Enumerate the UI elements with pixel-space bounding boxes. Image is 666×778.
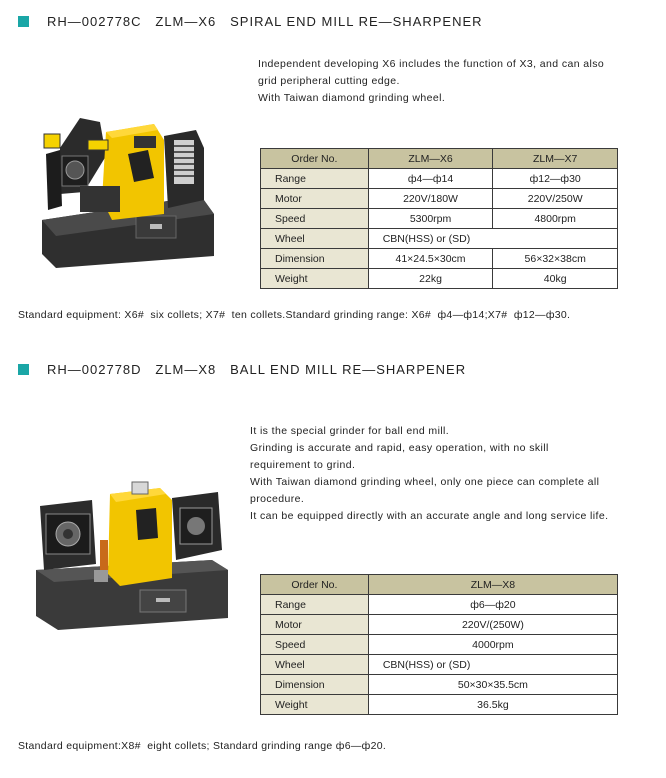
table-header-row: Order No. ZLM—X8	[261, 575, 618, 595]
table-row: Wheel CBN(HSS) or (SD)	[261, 229, 618, 249]
table-row: Speed 5300rpm 4800rpm	[261, 209, 618, 229]
section1-description: Independent developing X6 includes the function of X3, and can also grid peripheral cutting edge. With Taiwan diamond grinding wheel.	[258, 58, 605, 104]
section2-note: Standard equipment:X8# eight collets; Standard grinding range ф6—ф20.	[18, 740, 387, 752]
table-header-row: Order No. ZLM—X6 ZLM—X7	[261, 149, 618, 169]
zlm-x6-machine-image	[36, 96, 216, 271]
section2-spec-table	[260, 574, 618, 715]
table-row: Speed 4000rpm	[261, 635, 618, 655]
table-row: Motor 220V/180W 220V/250W	[261, 189, 618, 209]
table-row: Dimension 41×24.5×30cm 56×32×38cm	[261, 249, 618, 269]
section2-title: RH—002778D ZLM—X8 BALL END MILL RE—SHARPENER	[18, 362, 466, 377]
zlm-x8-machine-image	[32, 478, 232, 638]
section1-spec-table	[260, 148, 618, 289]
table-row: Range ф6—ф20	[261, 595, 618, 615]
table-row: Motor 220V/(250W)	[261, 615, 618, 635]
section-bullet-icon	[18, 16, 29, 27]
table-row: Wheel CBN(HSS) or (SD)	[261, 655, 618, 675]
section-bullet-icon	[18, 364, 29, 375]
table-row: Dimension 50×30×35.5cm	[261, 675, 618, 695]
table-row: Range ф4—ф14 ф12—ф30	[261, 169, 618, 189]
section1-note: Standard equipment: X6# six collets; X7# ten collets.Standard grinding range: X6# ф4—ф14;X7# ф12—ф30.	[18, 309, 571, 321]
section1-title: RH—002778C ZLM—X6 SPIRAL END MILL RE—SHARPENER	[18, 14, 483, 29]
table-row: Weight 22kg 40kg	[261, 269, 618, 289]
section2-description: It is the special grinder for ball end mill. Grinding is accurate and rapid, easy operation, with no skill requirement to grind. With Taiwan diamond grinding wheel, only one piece can complete all procedure. It can be equipped directly with an accurate angle and long service life.	[250, 425, 609, 522]
table-row: Weight 36.5kg	[261, 695, 618, 715]
